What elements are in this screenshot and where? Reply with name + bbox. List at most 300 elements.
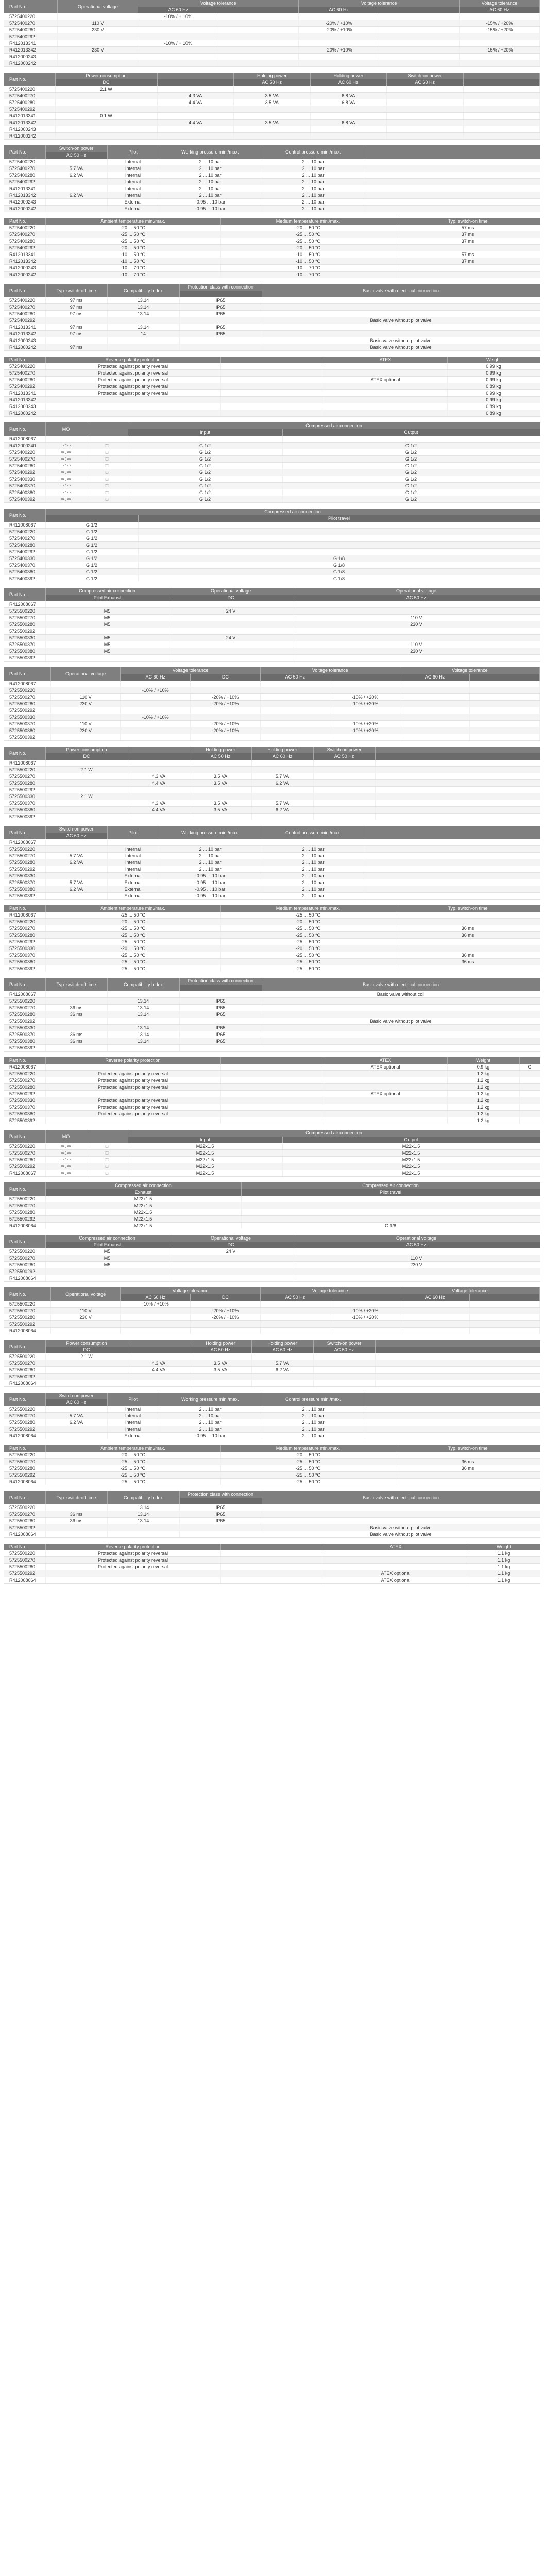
table-cell: 3.5 VA <box>234 120 311 126</box>
table-cell: External <box>107 1433 159 1439</box>
part-number-cell: 5725500370 <box>4 800 45 807</box>
part-number-cell: R412008067 <box>4 681 50 687</box>
part-number-cell: R412013341 <box>4 113 55 120</box>
table-cell: 2 ... 10 bar <box>159 179 262 185</box>
table-cell: M22x1.5 <box>282 1157 540 1163</box>
column-header: Ambient temperature min./max. <box>45 218 220 225</box>
table-cell: 5.7 VA <box>45 1413 107 1419</box>
table-cell <box>50 1321 121 1328</box>
table-cell <box>50 1301 121 1308</box>
table-cell <box>45 1268 169 1275</box>
part-number-cell: 5725400220 <box>4 86 55 93</box>
table-row <box>4 99 540 106</box>
table-cell: ▭▯▭ <box>45 476 87 483</box>
table-cell <box>519 1077 540 1084</box>
table-row <box>4 1045 540 1052</box>
spec-table-s1-switchoff <box>4 284 540 351</box>
table-cell <box>375 800 540 807</box>
table-cell: Protected against polarity reversal <box>45 1550 220 1557</box>
part-number-cell: R412000243 <box>4 403 45 410</box>
table-cell: Basic valve without pilot valve <box>262 344 540 351</box>
table-cell <box>45 1380 128 1387</box>
table-cell: -10 ... 70 °C <box>220 265 396 272</box>
table-row <box>4 185 540 192</box>
column-header: Part No. <box>4 1130 45 1143</box>
table-cell: G 1/2 <box>282 476 540 483</box>
table-cell <box>365 839 540 846</box>
part-number-cell: R412000240 <box>4 443 45 449</box>
table-cell <box>293 635 540 641</box>
table-cell: -10% / + 10% <box>138 13 218 20</box>
spec-table-s1-polarity <box>4 357 540 417</box>
part-number-cell: 5725400280 <box>4 27 58 33</box>
table-cell <box>218 13 299 20</box>
column-header: Voltage tolerance <box>138 0 299 7</box>
part-number-cell: R412013342 <box>4 47 58 54</box>
spec-table-s1-power <box>4 73 540 140</box>
table-cell <box>396 919 540 925</box>
table-cell <box>313 1367 375 1374</box>
table-cell: -20% / +10% <box>299 20 379 27</box>
column-header <box>220 1057 324 1064</box>
table-cell: 14 <box>107 331 179 337</box>
table-cell: 4.4 VA <box>128 780 190 787</box>
table-cell: M22x1.5 <box>128 1150 282 1157</box>
table-cell: IP65 <box>179 304 262 311</box>
column-header: Output <box>282 429 540 436</box>
table-cell: 2 ... 10 bar <box>262 846 365 853</box>
column-header: Compressed air connection <box>128 1130 540 1137</box>
table-cell: 36 ms <box>396 1459 540 1465</box>
column-header: AC 50 Hz <box>45 152 107 159</box>
table-cell: 4.4 VA <box>128 807 190 814</box>
column-header <box>330 674 400 681</box>
table-cell: G 1/2 <box>282 463 540 469</box>
table-cell: IP65 <box>179 998 262 1005</box>
table-cell <box>107 1045 179 1052</box>
table-cell <box>138 47 218 54</box>
column-header: AC 50 Hz <box>293 1242 540 1248</box>
table-cell <box>262 297 540 304</box>
table-cell <box>220 1550 324 1557</box>
table-cell: 0.9 kg <box>447 1064 519 1071</box>
part-number-cell: 5725500220 <box>4 1196 45 1202</box>
table-cell <box>138 33 218 40</box>
table-row <box>4 1005 540 1011</box>
table-cell <box>324 1071 447 1077</box>
column-header: Pilot travel <box>241 1189 540 1196</box>
table-cell: -10% / +20% <box>330 721 400 727</box>
table-cell <box>396 1452 540 1459</box>
part-number-cell: R412000242 <box>4 60 58 67</box>
table-cell: -0.95 ... 10 bar <box>159 199 262 206</box>
table-cell <box>262 1011 540 1018</box>
table-cell: -25 ... 50 °C <box>220 231 396 238</box>
table-row <box>4 542 540 549</box>
part-number-cell: 5725400392 <box>4 496 45 503</box>
spec-table-s1-temp <box>4 218 540 278</box>
column-header: Compressed air connection <box>45 1182 241 1189</box>
table-row <box>4 106 540 113</box>
table-cell <box>218 27 299 33</box>
table-cell <box>463 126 540 133</box>
column-header: AC 60 Hz <box>299 7 379 13</box>
part-number-cell: 5725400292 <box>4 317 45 324</box>
column-header: AC 60 Hz <box>387 79 464 86</box>
table-cell <box>50 707 121 714</box>
column-header: AC 60 Hz <box>460 7 540 13</box>
table-cell <box>470 721 540 727</box>
part-number-cell: R412000243 <box>4 54 58 60</box>
table-cell <box>310 133 387 140</box>
column-header <box>463 79 540 86</box>
table-cell <box>262 998 540 1005</box>
spec-table-block <box>0 1491 544 1538</box>
table-cell: G 1/2 <box>128 456 282 463</box>
part-number-cell: 5725400220 <box>4 225 45 231</box>
part-number-cell: 5725500392 <box>4 893 45 900</box>
table-cell: ATEX optional <box>324 1091 447 1097</box>
table-cell: 2 ... 10 bar <box>262 879 365 886</box>
table-cell: ▭▯▭ <box>45 443 87 449</box>
spec-table-block <box>0 1235 544 1282</box>
column-header: Basic valve with electrical connection <box>262 978 540 991</box>
part-number-cell: 5725500392 <box>4 965 45 972</box>
table-cell: ATEX optional <box>324 1570 468 1577</box>
table-cell: M5 <box>45 641 169 648</box>
table-cell: 2.1 W <box>45 767 128 773</box>
part-number-cell: 5725500292 <box>4 1321 50 1328</box>
table-cell <box>234 126 311 133</box>
part-number-cell: 5725400292 <box>4 383 45 390</box>
part-number-cell: 5725500392 <box>4 734 50 741</box>
table-cell: Basic valve without pilot valve <box>262 337 540 344</box>
part-number-cell: R412008067 <box>4 912 45 919</box>
table-cell: 1.2 kg <box>447 1104 519 1111</box>
table-cell: Protected against polarity reversal <box>45 1084 220 1091</box>
table-cell: 6.8 VA <box>310 99 387 106</box>
table-cell: 110 V <box>58 20 138 27</box>
table-cell <box>365 1413 540 1419</box>
table-cell: 2 ... 10 bar <box>262 1413 365 1419</box>
part-number-cell: 5725500380 <box>4 959 45 965</box>
table-cell <box>179 1018 262 1025</box>
part-number-cell: 5725500220 <box>4 846 45 853</box>
table-cell <box>138 60 218 67</box>
header-row <box>4 826 540 833</box>
table-cell <box>220 397 324 403</box>
spec-table-s2-temp <box>4 905 540 972</box>
part-number-cell: 5725400220 <box>4 297 45 304</box>
table-cell <box>470 1308 540 1314</box>
table-cell <box>365 1419 540 1426</box>
table-cell <box>324 1084 447 1091</box>
table-cell: -0.95 ... 10 bar <box>159 893 262 900</box>
column-header: Compressed air connection <box>45 509 540 515</box>
table-row <box>4 641 540 648</box>
table-cell <box>260 1301 330 1308</box>
spec-table-block <box>0 145 544 212</box>
table-row <box>4 199 540 206</box>
part-number-cell: 5725400330 <box>4 555 45 562</box>
table-row <box>4 47 540 54</box>
table-cell <box>220 383 324 390</box>
column-header: Part No. <box>4 1340 45 1353</box>
table-row <box>4 1301 540 1308</box>
part-number-cell: 5725500270 <box>4 1308 50 1314</box>
table-cell: -25 ... 50 °C <box>220 1479 396 1485</box>
table-cell: ▭▯▭ <box>45 463 87 469</box>
table-cell <box>324 383 447 390</box>
column-header <box>375 1347 540 1353</box>
table-cell <box>470 734 540 741</box>
table-cell <box>365 846 540 853</box>
table-cell: 97 ms <box>45 331 107 337</box>
table-cell: ⬚ <box>87 469 128 476</box>
table-cell <box>45 1504 107 1511</box>
table-cell <box>460 13 540 20</box>
table-cell <box>387 120 464 126</box>
table-cell: G <box>519 1064 540 1071</box>
table-cell <box>299 54 379 60</box>
spec-table-s3-exhaust <box>4 1235 540 1282</box>
part-number-cell: 5725500392 <box>4 1045 45 1052</box>
part-number-cell: 5725400380 <box>4 489 45 496</box>
part-number-cell: R412008067 <box>4 436 45 443</box>
column-header: Part No. <box>4 826 45 839</box>
column-header: Holding power <box>190 1340 251 1347</box>
table-cell <box>463 113 540 120</box>
table-row <box>4 60 540 67</box>
table-cell: 2 ... 10 bar <box>159 1426 262 1433</box>
column-header: Working pressure min./max. <box>159 145 262 159</box>
table-cell <box>121 1314 191 1321</box>
table-cell: 2 ... 10 bar <box>262 185 365 192</box>
table-row <box>4 1314 540 1321</box>
table-cell: M22x1.5 <box>282 1143 540 1150</box>
table-cell: G 1/2 <box>128 489 282 496</box>
table-cell: ▭▯▭ <box>45 1143 87 1150</box>
column-header: Part No. <box>4 357 45 363</box>
table-cell <box>128 793 190 800</box>
table-cell: -25 ... 50 °C <box>220 1472 396 1479</box>
table-row <box>4 1064 540 1071</box>
part-number-cell: 5725500280 <box>4 1209 45 1216</box>
table-cell <box>179 1045 262 1052</box>
table-cell: ⬚ <box>87 1157 128 1163</box>
table-cell <box>375 1380 540 1387</box>
table-cell <box>169 621 293 628</box>
table-cell: IP65 <box>179 311 262 317</box>
table-cell <box>55 126 157 133</box>
column-header: Input <box>128 1137 282 1143</box>
part-number-cell: R412008064 <box>4 1577 45 1584</box>
table-cell: -10 ... 70 °C <box>45 272 220 278</box>
column-header: Ambient temperature min./max. <box>45 1445 220 1452</box>
header-row <box>4 218 540 225</box>
table-cell: G 1/2 <box>45 555 138 562</box>
column-header: AC 60 Hz <box>251 1347 313 1353</box>
table-cell <box>107 991 179 998</box>
table-row <box>4 1275 540 1282</box>
table-cell <box>179 344 262 351</box>
table-row <box>4 853 540 859</box>
column-header: Switch-on power <box>45 1393 107 1399</box>
part-number-cell: 5725500220 <box>4 1353 45 1360</box>
table-cell <box>330 734 400 741</box>
table-cell <box>365 859 540 866</box>
part-number-cell: R412008067 <box>4 1064 45 1071</box>
table-row <box>4 245 540 251</box>
table-cell <box>365 1406 540 1413</box>
table-cell <box>262 324 540 331</box>
header-row <box>4 1235 540 1242</box>
part-number-cell: 5725500280 <box>4 701 50 707</box>
part-number-cell: 5725500292 <box>4 707 50 714</box>
table-row <box>4 866 540 873</box>
column-header: Control pressure min./max. <box>262 826 365 839</box>
table-cell: ▭▯▭ <box>45 1157 87 1163</box>
spec-table-block <box>0 1445 544 1485</box>
table-cell: -25 ... 50 °C <box>220 965 396 972</box>
column-header: DC <box>45 753 128 760</box>
part-number-cell: 5725500392 <box>4 1117 45 1124</box>
table-row <box>4 344 540 351</box>
table-cell <box>379 40 460 47</box>
table-row <box>4 1071 540 1077</box>
table-cell: 1.2 kg <box>447 1111 519 1117</box>
column-header <box>379 7 460 13</box>
header-row <box>4 1393 540 1399</box>
header-row <box>4 1544 540 1550</box>
table-row <box>4 555 540 562</box>
spec-table-s2-voltage <box>4 667 540 741</box>
header-row <box>4 1491 540 1498</box>
part-number-cell: 5725400280 <box>4 377 45 383</box>
table-row <box>4 1031 540 1038</box>
header-row <box>4 747 540 753</box>
table-cell: 1.1 kg <box>468 1550 540 1557</box>
table-cell <box>365 185 540 192</box>
part-number-cell: 5725500270 <box>4 694 50 701</box>
part-number-cell: 5725500292 <box>4 1374 45 1380</box>
part-number-cell: R412008064 <box>4 1531 45 1538</box>
table-cell: Internal <box>107 192 159 199</box>
column-header: Part No. <box>4 284 45 297</box>
table-cell <box>262 1511 540 1518</box>
spec-table-block <box>0 509 544 582</box>
table-cell <box>218 33 299 40</box>
column-header: Operational voltage <box>169 588 293 595</box>
part-number-cell: 5725500330 <box>4 714 50 721</box>
header-row <box>4 1347 540 1353</box>
table-cell <box>234 106 311 113</box>
table-row <box>4 126 540 133</box>
table-cell: G 1/2 <box>282 496 540 503</box>
table-cell <box>50 1328 121 1334</box>
column-header: ATEX <box>324 1057 447 1064</box>
table-cell <box>45 800 128 807</box>
table-cell: G 1/2 <box>128 483 282 489</box>
table-row <box>4 1511 540 1518</box>
table-cell <box>400 714 470 721</box>
table-cell: -20% / +10% <box>191 727 261 734</box>
part-number-cell: 5725500292 <box>4 1216 45 1223</box>
part-number-cell: R412013342 <box>4 331 45 337</box>
table-cell <box>365 866 540 873</box>
table-cell: Internal <box>107 172 159 179</box>
part-number-cell: 5725500280 <box>4 1314 50 1321</box>
column-header: Switch-on power <box>45 826 107 833</box>
table-cell <box>396 1479 540 1485</box>
header-row <box>4 905 540 912</box>
table-cell: ⬚ <box>87 1143 128 1150</box>
table-row <box>4 787 540 793</box>
table-row <box>4 1262 540 1268</box>
column-header: Voltage tolerance <box>121 1287 260 1294</box>
table-cell: 4.3 VA <box>128 800 190 807</box>
table-cell <box>157 86 234 93</box>
table-cell: 3.5 VA <box>190 1360 251 1367</box>
column-header: Operational voltage <box>169 1235 293 1242</box>
table-cell: ▭▯▭ <box>45 456 87 463</box>
table-cell: 5.7 VA <box>45 165 107 172</box>
header-row <box>4 0 540 7</box>
table-cell: -25 ... 50 °C <box>45 1472 220 1479</box>
table-row <box>4 1268 540 1275</box>
table-cell <box>387 93 464 99</box>
part-number-cell: R412000242 <box>4 344 45 351</box>
part-number-cell: 5725400280 <box>4 99 55 106</box>
part-number-cell: R412000242 <box>4 272 45 278</box>
part-number-cell: 5725500220 <box>4 1452 45 1459</box>
table-row <box>4 793 540 800</box>
table-cell: G 1/2 <box>282 449 540 456</box>
column-header: Voltage tolerance <box>260 667 400 674</box>
table-cell <box>400 734 470 741</box>
table-cell: G 1/2 <box>45 529 138 535</box>
table-cell <box>313 787 375 793</box>
table-cell <box>169 641 293 648</box>
table-cell <box>234 86 311 93</box>
table-cell <box>45 1577 220 1584</box>
table-cell <box>365 165 540 172</box>
table-cell <box>251 787 313 793</box>
part-number-cell: 5725500292 <box>4 1570 45 1577</box>
table-cell <box>387 113 464 120</box>
table-cell: 97 ms <box>45 304 107 311</box>
table-cell: -20 ... 50 °C <box>220 225 396 231</box>
table-cell: 57 ms <box>396 225 540 231</box>
part-number-cell: 5725500270 <box>4 1413 45 1419</box>
table-cell <box>365 853 540 859</box>
table-cell: G 1/2 <box>282 483 540 489</box>
column-header: Voltage tolerance <box>121 667 260 674</box>
table-cell <box>519 1071 540 1077</box>
table-cell: M22x1.5 <box>282 1170 540 1177</box>
table-cell <box>45 1018 107 1025</box>
table-cell <box>45 846 107 853</box>
table-cell: Basic valve without coil <box>262 991 540 998</box>
table-cell <box>365 893 540 900</box>
table-row <box>4 1380 540 1387</box>
spec-table-s2-power <box>4 747 540 820</box>
table-cell: Protected against polarity reversal <box>45 1104 220 1111</box>
part-number-cell: R412000243 <box>4 199 45 206</box>
table-cell <box>470 1314 540 1321</box>
table-row <box>4 959 540 965</box>
part-number-cell: 5725500292 <box>4 628 45 635</box>
